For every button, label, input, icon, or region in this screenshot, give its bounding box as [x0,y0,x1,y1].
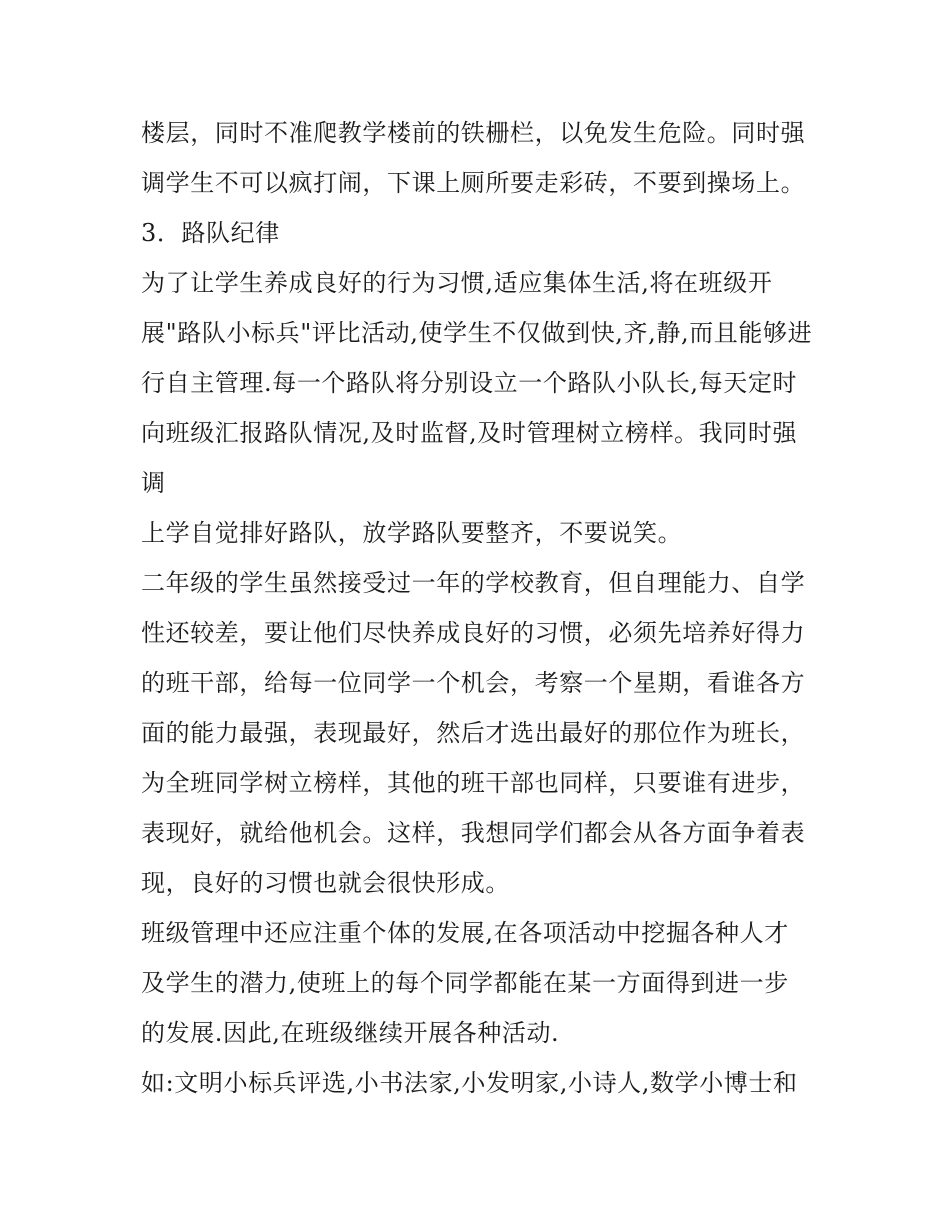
text-line: 展"路队小标兵"评比活动,使学生不仅做到快,齐,静,而且能够进 [141,319,813,347]
text-line: 为了让学生养成良好的行为习惯,适应集体生活,将在班级开 [141,269,773,297]
text-line: 表现好，就给他机会。这样，我想同学们都会从各方面争着表 [141,819,806,847]
text-line: 楼层，同时不准爬教学楼前的铁栅栏，以免发生危险。同时强 [141,119,806,147]
text-line: 面的能力最强，表现最好，然后才选出最好的那位作为班长， [141,719,806,747]
text-line: 的班干部，给每一位同学一个机会，考察一个星期，看谁各方 [141,669,806,697]
text-line: 性还较差，要让他们尽快养成良好的习惯，必须先培养好得力 [141,619,806,647]
text-line: 现，良好的习惯也就会很快形成。 [141,869,510,897]
text-line: 及学生的潜力,使班上的每个同学都能在某一方面得到进一步 [141,969,789,997]
text-line: 调学生不可以疯打闹，下课上厕所要走彩砖，不要到操场上。 [141,169,806,197]
text-line: 调 [141,469,166,497]
section-heading: 3．路队纪律 [141,219,280,247]
text-line: 班级管理中还应注重个体的发展,在各项活动中挖掘各种人才 [141,919,789,947]
text-line: 向班级汇报路队情况,及时监督,及时管理树立榜样。我同时强 [141,419,798,447]
text-line: 上学自觉排好路队，放学路队要整齐，不要说笑。 [141,519,683,547]
text-line: 行自主管理.每一个路队将分别设立一个路队小队长,每天定时 [141,369,798,397]
body-text [141,108,831,1108]
text-line: 的发展.因此,在班级继续开展各种活动. [141,1019,560,1047]
text-line: 如:文明小标兵评选,小书法家,小发明家,小诗人,数学小博士和 [141,1069,798,1097]
text-line: 为全班同学树立榜样，其他的班干部也同样，只要谁有进步， [141,769,806,797]
text-line: 二年级的学生虽然接受过一年的学校教育，但自理能力、自学 [141,569,806,597]
